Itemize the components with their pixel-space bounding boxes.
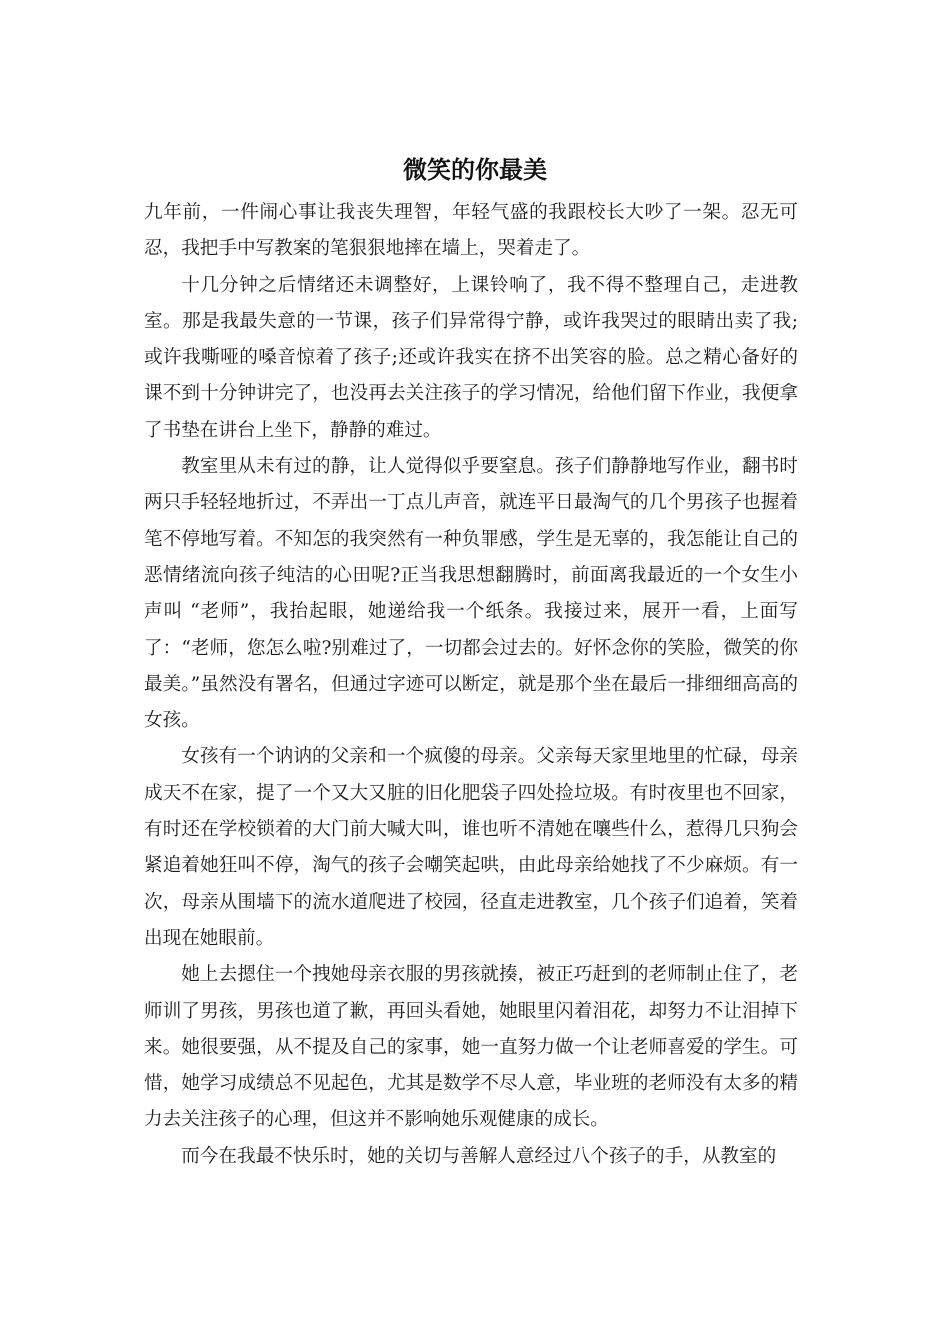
paragraph-1: 九年前，一件闹心事让我丧失理智，年轻气盛的我跟校长大吵了一架。忍无可忍，我把手中写教案的笔狠狠地摔在墙上，哭着走了。 <box>144 202 798 260</box>
paragraph-3: 教室里从未有过的静，让人觉得似乎要窒息。孩子们静静地写作业，翻书时两只手轻轻地折过，不弄出一丁点儿声音，就连平日最淘气的几个男孩子也握着笔不停地写着。不知怎的我突然有一种负罪感，学生是无辜的，我怎能让自己的恶情绪流向孩子纯洁的心田呢?正当我思想翻腾时，前面离我最近的一个女生小声叫 “老师”，我抬起眼，她递给我一个纸条。我接过来，展开一看，上面写了：“老师，您怎么啦?别难过了，一切都会过去的。好怀念你的笑脸，微笑的你最美。”虽然没有署名，但通过字迹可以断定，就是那个坐在最后一排细细高高的女孩。 <box>144 456 798 732</box>
paragraph-6: 而今在我最不快乐时，她的关切与善解人意经过八个孩子的手，从教室的 <box>181 1145 777 1167</box>
document-title: 微笑的你最美 <box>403 156 547 184</box>
paragraph-2: 十几分钟之后情绪还未调整好，上课铃响了，我不得不整理自己，走进教室。那是我最失意的一节课，孩子们异常得宁静，或许我哭过的眼睛出卖了我;或许我嘶哑的嗓音惊着了孩子;还或许我实在挤不出笑容的脸。总之精心备好的课不到十分钟讲完了，也没再去关注孩子的学习情况，给他们留下作业，我便拿了书垫在讲台上坐下，静静的难过。 <box>144 274 798 441</box>
paragraph-4: 女孩有一个讷讷的父亲和一个疯傻的母亲。父亲每天家里地里的忙碌，母亲成天不在家，提了一个又大又脏的旧化肥袋子四处捡垃圾。有时夜里也不回家，有时还在学校锁着的大门前大喊大叫，谁也听不清她在嚷些什么，惹得几只狗会紧追着她狂叫不停，淘气的孩子会嘲笑起哄，由此母亲给她找了不少麻烦。有一次，母亲从围墙下的流水道爬进了校园，径直走进教室，几个孩子们追着，笑着出现在她眼前。 <box>144 746 798 949</box>
document-body <box>144 195 798 1175</box>
paragraph-5: 她上去摁住一个拽她母亲衣服的男孩就揍，被正巧赶到的老师制止住了，老师训了男孩，男孩也道了歉，再回头看她，她眼里闪着泪花，却努力不让泪掉下来。她很要强，从不提及自己的家事，她一直努力做一个让老师喜爱的学生。可惜，她学习成绩总不见起色，尤其是数学不尽人意，毕业班的老师没有太多的精力去关注孩子的心理，但这并不影响她乐观健康的成长。 <box>144 964 798 1131</box>
